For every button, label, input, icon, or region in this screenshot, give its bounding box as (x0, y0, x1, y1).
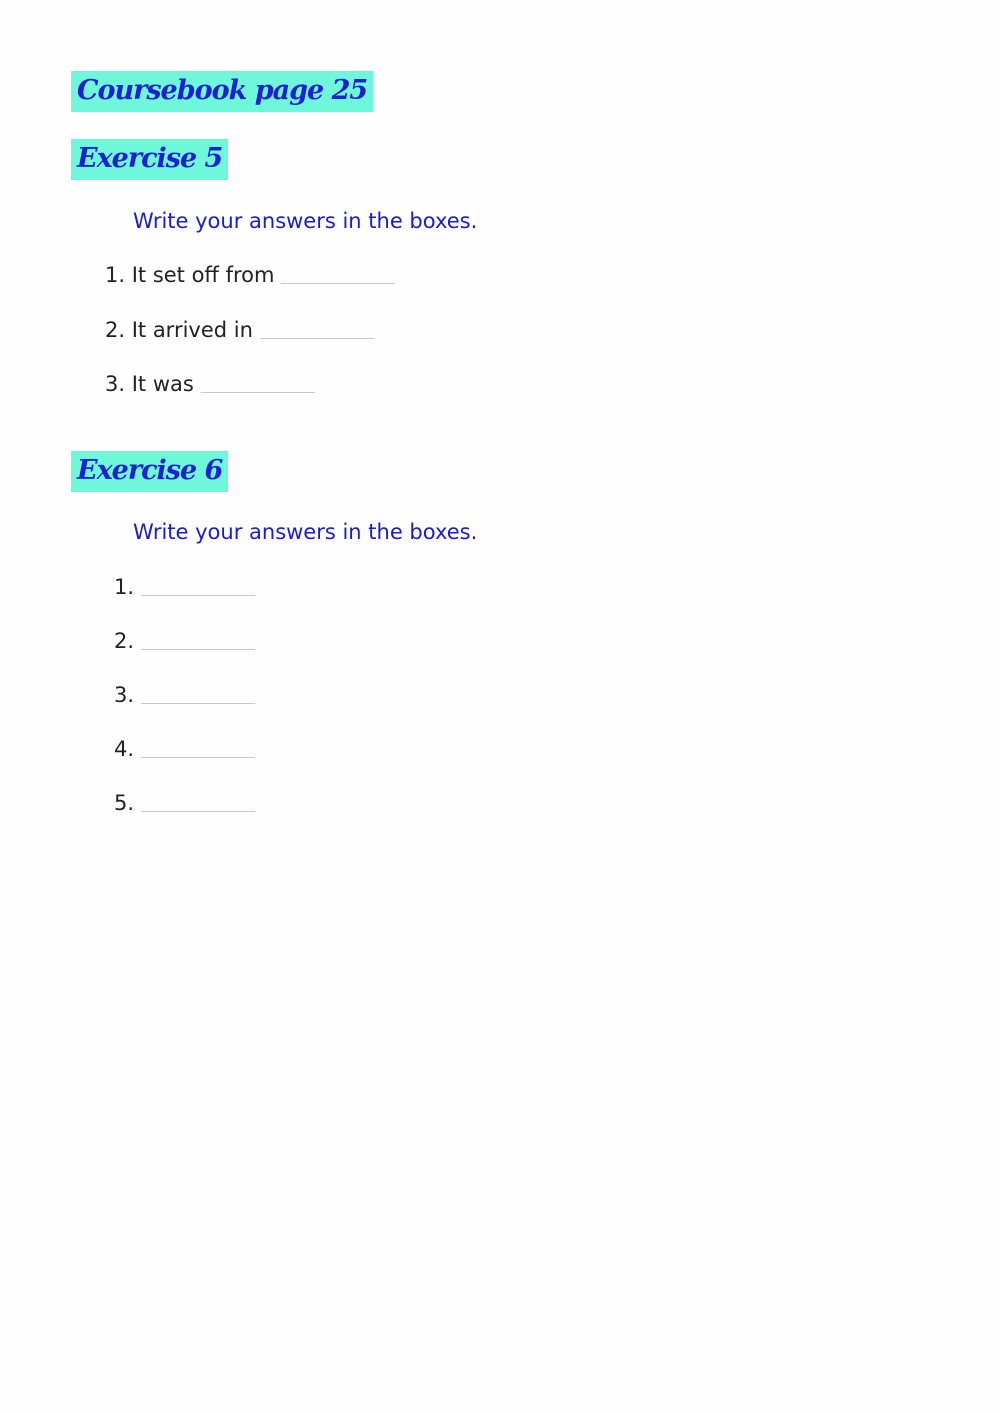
exercise-5-instruction: Write your answers in the boxes. (133, 209, 478, 233)
exercise-6-item-1-number: 1. (114, 575, 135, 599)
exercise-5-item-3-prompt: 3. It was (105, 372, 194, 396)
exercise-6-item-2 (114, 627, 255, 655)
exercise-6-item-5 (114, 789, 255, 817)
exercise-6-answer-3-field[interactable] (141, 683, 255, 704)
exercise-6-item-4 (114, 735, 255, 763)
exercise-5-answer-1-field[interactable] (281, 263, 395, 284)
exercise-5-answer-2-field[interactable] (260, 318, 374, 339)
exercise-5-item-1 (105, 261, 395, 289)
exercise-6-item-5-number: 5. (114, 791, 135, 815)
exercise-6-item-3-number: 3. (114, 683, 135, 707)
exercise-6-title: Exercise 6 (71, 451, 228, 492)
exercise-5-item-3 (105, 370, 315, 398)
exercise-5-item-2-prompt: 2. It arrived in (105, 318, 253, 342)
exercise-5-title: Exercise 5 (71, 139, 228, 180)
exercise-6-item-1 (114, 573, 255, 601)
exercise-6-answer-4-field[interactable] (141, 737, 255, 758)
exercise-6-item-3 (114, 681, 255, 709)
exercise-6-answer-1-field[interactable] (141, 575, 255, 596)
page-title: Coursebook page 25 (71, 71, 373, 112)
exercise-5-item-1-prompt: 1. It set off from (105, 263, 275, 287)
exercise-5-item-2 (105, 316, 374, 344)
exercise-6-item-2-number: 2. (114, 629, 135, 653)
exercise-6-answer-2-field[interactable] (141, 629, 255, 650)
exercise-6-item-4-number: 4. (114, 737, 135, 761)
exercise-5-answer-3-field[interactable] (201, 372, 315, 393)
exercise-6-answer-5-field[interactable] (141, 791, 255, 812)
exercise-6-instruction: Write your answers in the boxes. (133, 520, 478, 544)
